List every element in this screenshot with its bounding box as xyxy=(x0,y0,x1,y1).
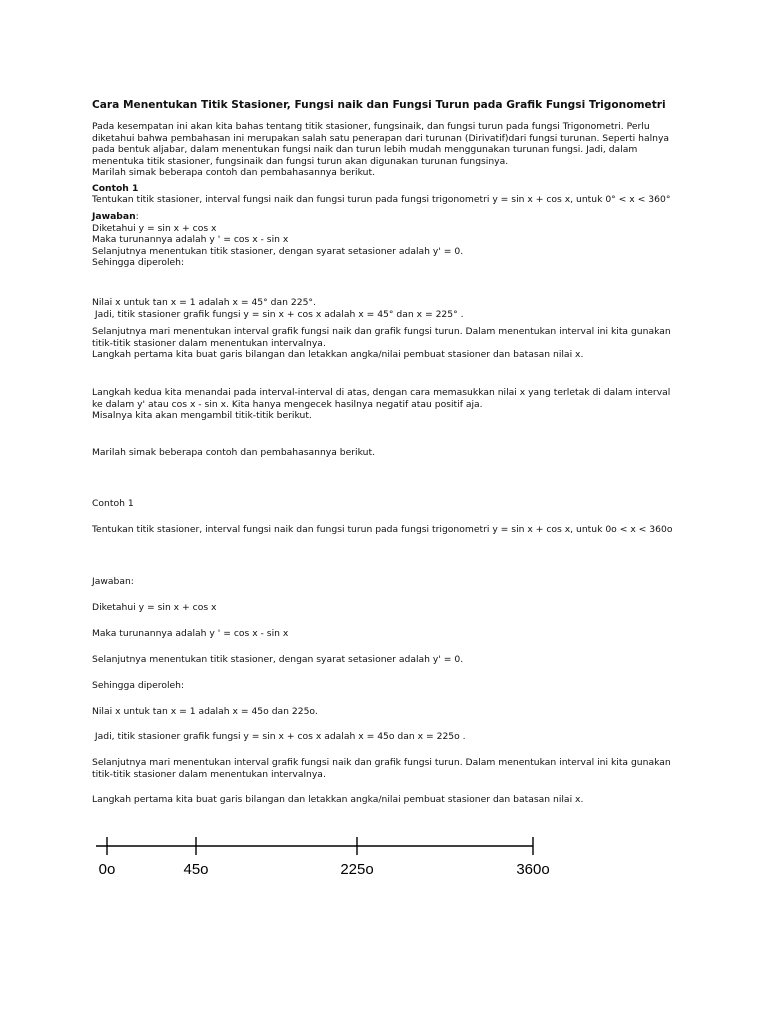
repeat-sehingga: Sehingga diperoleh: xyxy=(92,680,185,691)
jawaban-line: Maka turunannya adalah y ' = cos x - sin x xyxy=(92,234,289,245)
intro-line: Marilah simak beberapa contoh dan pembahasannya berikut. xyxy=(92,167,375,178)
number-line-label: 360o xyxy=(516,861,550,878)
interval-line: titik-titik stasioner dalam menentukan intervalnya. xyxy=(92,337,326,349)
repeat-nilai: Nilai x untuk tan x = 1 adalah x = 45o dan 225o. xyxy=(92,706,318,717)
interval-line: Selanjutnya mari menentukan interval grafik fungsi naik dan grafik fungsi turun. Dalam menentukan interval ini kita gunakan xyxy=(92,326,671,337)
marilah-text: Marilah simak beberapa contoh dan pembahasannya berikut. xyxy=(92,447,375,458)
jawaban-label: Jawaban xyxy=(92,211,136,222)
intro-line: menentuka titik stasioner, fungsinaik dan fungsi turun akan digunakan turunan fungsinya. xyxy=(92,155,509,167)
langkah2-line: Misalnya kita akan mengambil titik-titik berikut. xyxy=(92,410,312,421)
jawaban-line: Sehingga diperoleh: xyxy=(92,257,185,268)
number-line-label: 0o xyxy=(98,861,116,878)
repeat-interval-line: Selanjutnya mari menentukan interval grafik fungsi naik dan grafik fungsi turun. Dalam menentukan interval ini kita gunakan xyxy=(92,757,671,768)
repeat-contoh: Contoh 1 xyxy=(92,498,134,509)
intro-line: pada bentuk aljabar, dalam menentukan fungsi naik dan turun lebih mudah menggunakan turunan fungsi. Jadi, dalam xyxy=(92,144,638,155)
contoh-heading: Contoh 1 xyxy=(92,183,139,194)
page-title: Cara Menentukan Titik Stasioner, Fungsi naik dan Fungsi Turun pada Grafik Fungsi Trigonometri xyxy=(92,99,666,111)
repeat-jawaban: Jawaban: xyxy=(92,576,134,587)
nilai-line: Nilai x untuk tan x = 1 adalah x = 45° dan 225°. xyxy=(92,297,316,308)
number-line-label: 225o xyxy=(340,861,374,878)
nilai-line: Jadi, titik stasioner grafik fungsi y = sin x + cos x adalah x = 45° dan x = 225° . xyxy=(92,308,464,320)
number-line-label: 45o xyxy=(183,861,209,878)
jawaban-colon: : xyxy=(135,211,139,222)
langkah2-line: ke dalam y' atau cos x - sin x. Kita hanya mengecek hasilnya negatif atau positif aja. xyxy=(92,398,483,410)
repeat-tentukan: Tentukan titik stasioner, interval fungsi naik dan fungsi turun pada fungsi trigonometri y = sin x + cos x, untuk 0o < x < 360o xyxy=(92,524,673,535)
repeat-jadi: Jadi, titik stasioner grafik fungsi y = sin x + cos x adalah x = 45o dan x = 225o . xyxy=(92,731,466,742)
intro-line: diketahui bahwa pembahasan ini merupakan salah satu penerapan dari turunan (Dirivatif)dari fungsi turunan. Seperti halnya xyxy=(92,132,670,144)
repeat-diketahui: Diketahui y = sin x + cos x xyxy=(92,602,217,613)
intro-line: Pada kesempatan ini akan kita bahas tentang titik stasioner, fungsinaik, dan fungsi turun pada fungsi Trigonometri. Perlu xyxy=(92,121,650,132)
repeat-langkah: Langkah pertama kita buat garis bilangan dan letakkan angka/nilai pembuat stasioner dan batasan nilai x. xyxy=(92,794,584,805)
repeat-maka: Maka turunannya adalah y ' = cos x - sin x xyxy=(92,628,289,639)
jawaban-line: Diketahui y = sin x + cos x xyxy=(92,222,217,234)
langkah2-line: Langkah kedua kita menandai pada interval-interval di atas, dengan cara memasukkan nilai x yang terletak di dalam interval xyxy=(92,387,671,398)
repeat-interval-line: titik-titik stasioner dalam menentukan intervalnya. xyxy=(92,768,326,780)
jawaban-line: Selanjutnya menentukan titik stasioner, dengan syarat setasioner adalah y' = 0. xyxy=(92,245,464,257)
contoh-question: Tentukan titik stasioner, interval fungsi naik dan fungsi turun pada fungsi trigonometri y = sin x + cos x, untuk 0° < x < 360° xyxy=(92,194,671,205)
repeat-selanjutnya: Selanjutnya menentukan titik stasioner, dengan syarat setasioner adalah y' = 0. xyxy=(92,654,464,665)
interval-line: Langkah pertama kita buat garis bilangan dan letakkan angka/nilai pembuat stasioner dan batasan nilai x. xyxy=(92,349,584,360)
